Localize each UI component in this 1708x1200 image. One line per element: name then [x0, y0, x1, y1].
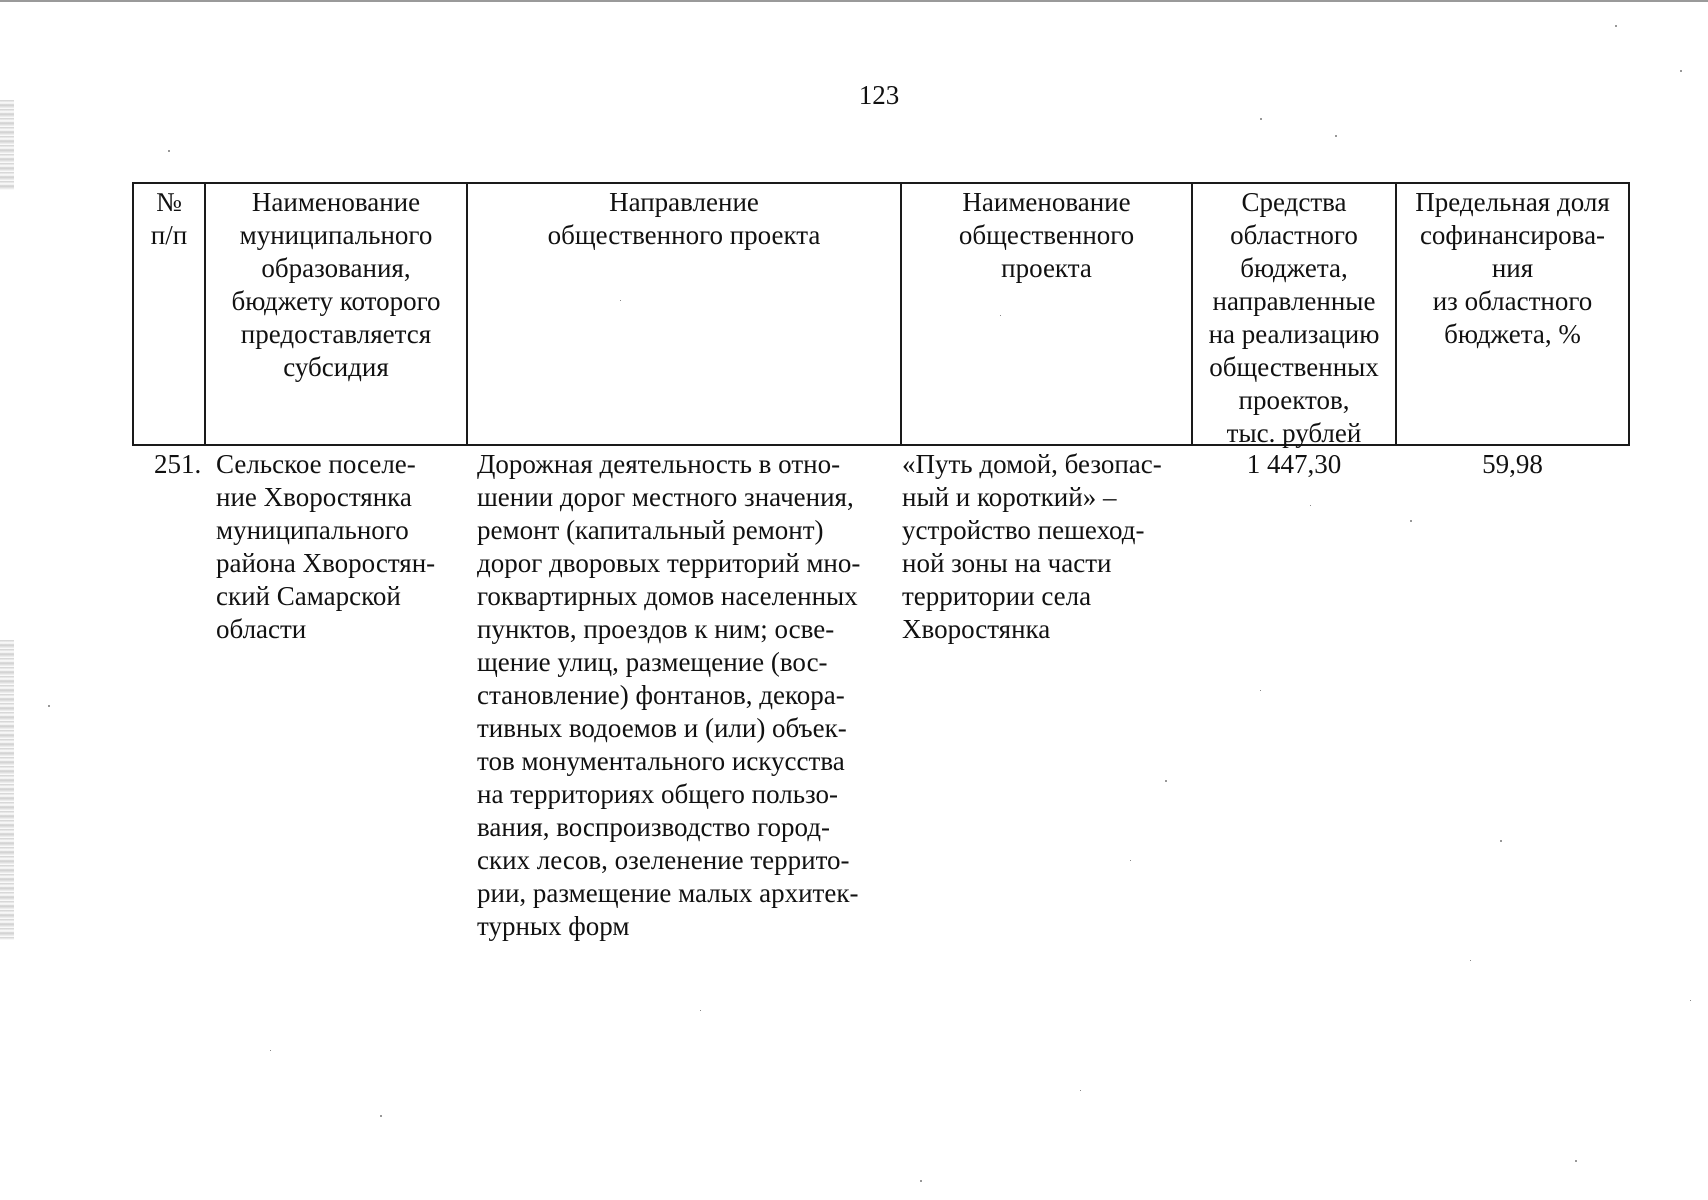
scan-top-edge	[0, 0, 1708, 2]
scan-edge-noise	[0, 100, 14, 190]
row-project-name: «Путь домой, безопас- ный и короткий» – устройство пешеход- ной зоны на части территории села Хворостянка	[902, 449, 1162, 644]
row-num: 251.	[154, 449, 202, 479]
header-direction: Направление общественного проекта	[547, 187, 821, 250]
header-project-name: Наименование общественного проекта	[958, 187, 1135, 283]
header-municipality: Наименование муниципального образования, бюджету которого предоставляется субсидия	[231, 187, 441, 382]
header-num: № п/п	[150, 187, 188, 250]
row-municipality: Сельское поселе- ние Хворостянка муниципального района Хворостян- ский Самарской области	[216, 449, 436, 644]
header-funds: Средства областного бюджета, направленные на реализацию общественных проектов, тыс. рублей	[1208, 187, 1380, 448]
header-share: Предельная доля софинансирова- ния из областного бюджета, %	[1415, 187, 1610, 349]
row-share: 59,98	[1482, 449, 1543, 479]
row-direction: Дорожная деятельность в отно- шении дорог местного значения, ремонт (капитальный ремонт) дорог дворовых территорий мно- гоквартирных домов населенных пунктов, проездов к ним; осве- щение улиц, размещение (вос- становление) фонтанов, декора- тивных водоемов и (или) объек- тов монументального искусства на территориях общего пользо- вания, воспроизводство город- ских лесов, озеленение террито- рии, размещение малых архитек- турных форм	[477, 449, 861, 941]
scan-edge-noise	[0, 640, 14, 940]
row-funds: 1 447,30	[1246, 449, 1342, 479]
page-number: 123	[858, 80, 900, 110]
